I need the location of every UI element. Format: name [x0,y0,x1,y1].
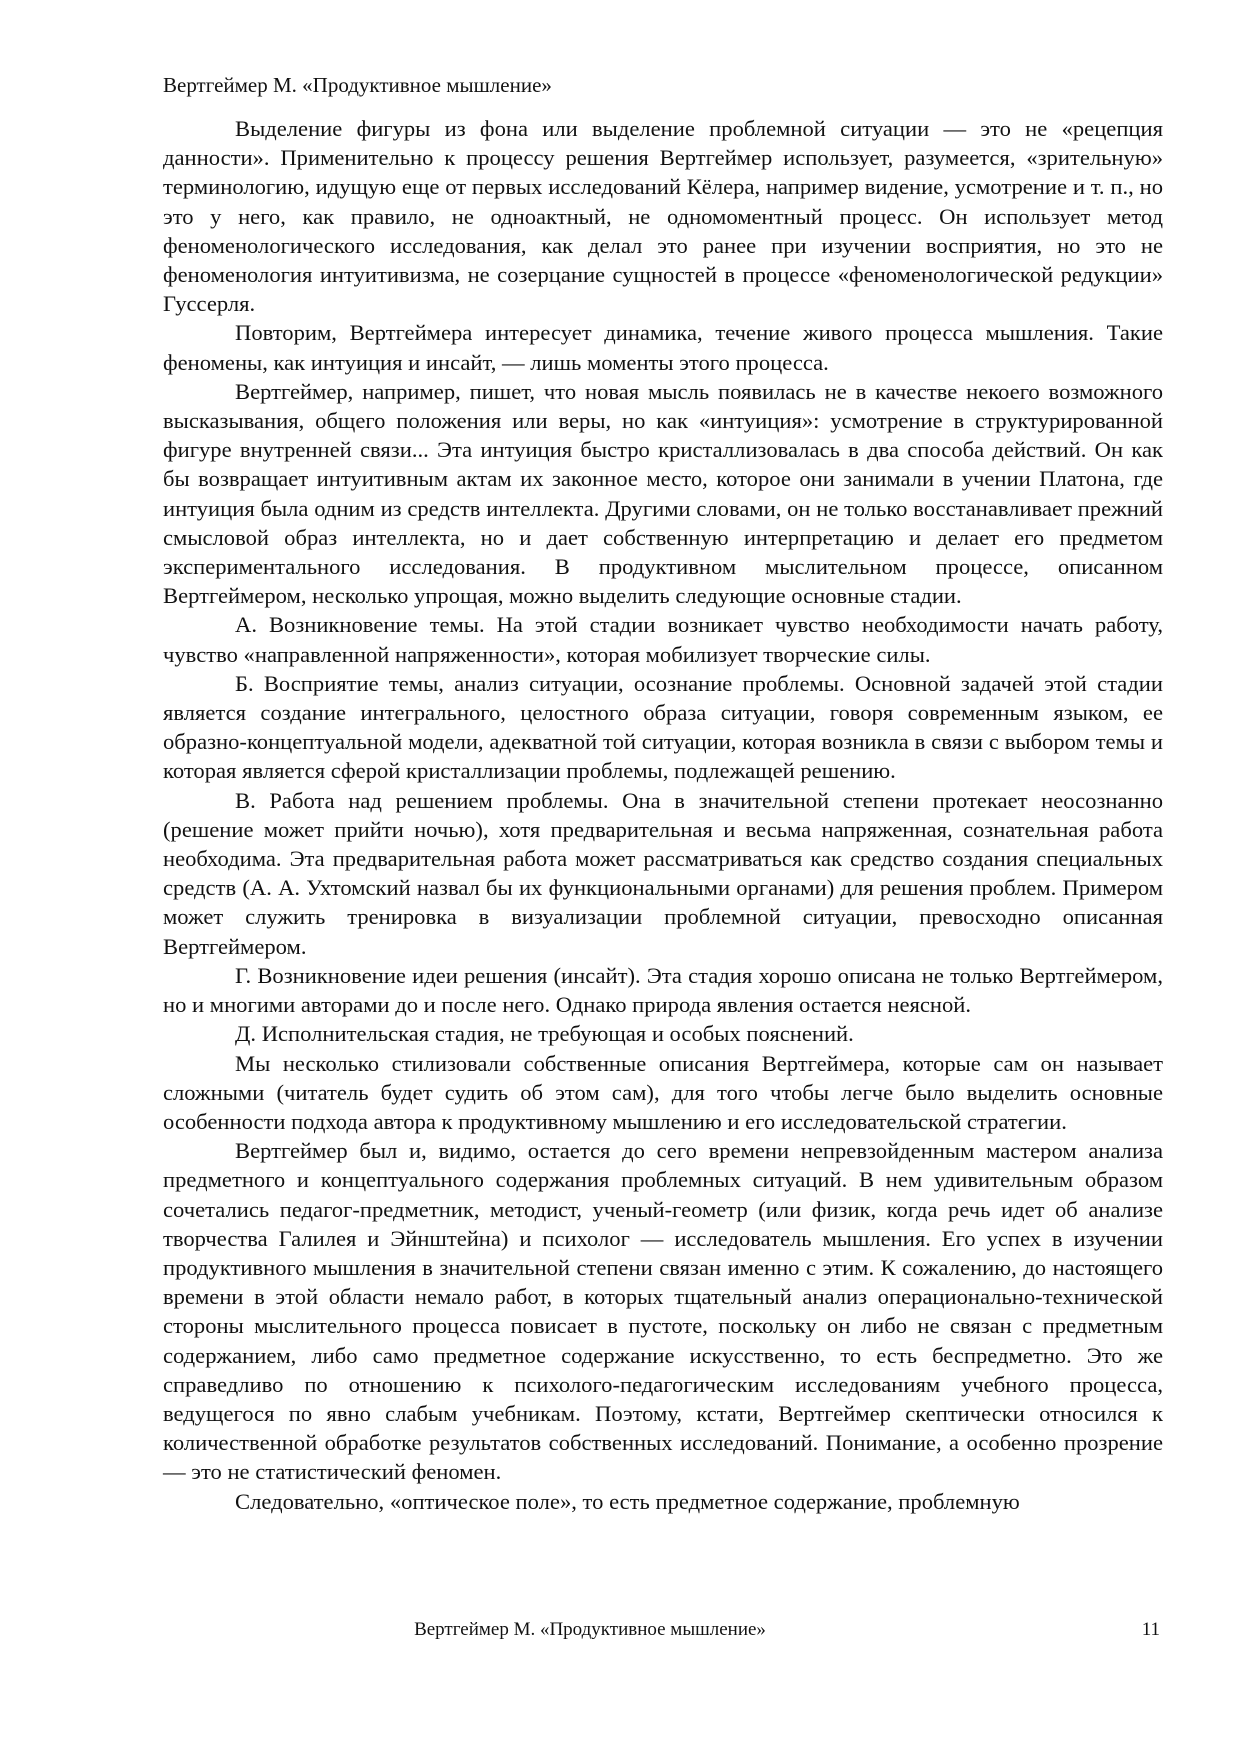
paragraph-3: Вертгеймер, например, пишет, что новая мысль появилась не в качестве некоего возможного высказывания, общего положения или веры, но как «интуиция»: усмотрение в структурированной фигуре внутренней связи... Эта интуиция быстро кристаллизовалась в два способа действий. Он как бы возвращает интуитивным актам их законное место, которое они занимали в учении Платона, где интуиция была одним из средств интеллекта. Другими словами, он не только восстанавливает прежний смысловой образ интеллекта, но и дает собственную интерпретацию и делает его предметом экспериментального исследования. В продуктивном мыслительном процессе, описанном Вертгеймером, несколько упрощая, можно выделить следующие основные стадии. [163,378,1163,609]
page-number: 11 [1141,1619,1160,1640]
paragraph-9: Мы несколько стилизовали собственные описания Вертгеймера, которые сам он называет сложными (читатель будет судить об этом сам), для того чтобы легче было выделить основные особенности подхода автора к продуктивному мышлению и его исследовательской стратегии. [163,1050,1163,1134]
paragraph-11: Следовательно, «оптическое поле», то есть предметное содержание, проблемную [235,1488,1020,1514]
body-text [163,114,1163,1516]
paragraph-2: Повторим, Вертгеймера интересует динамика, течение живого процесса мышления. Такие феномены, как интуиция и инсайт, — лишь моменты этого процесса. [163,320,1163,375]
paragraph-stage-g: Г. Возникновение идеи решения (инсайт). Эта стадия хорошо описана не только Вертгеймером, но и многими авторами до и после него. Однако природа явления остается неясной. [163,962,1163,1018]
paragraph-stage-b: Б. Восприятие темы, анализ ситуации, осознание проблемы. Основной задачей этой стадии является создание интегрального, целостного образа ситуации, говоря современным языком, ее образно-концептуальной модели, адекватной той ситуации, которая возникла в связи с выбором темы и которая является сферой кристаллизации проблемы, подлежащей решению. [163,670,1163,784]
footer-title: Вертгеймер М. «Продуктивное мышление» [414,1619,766,1640]
paragraph-stage-v: В. Работа над решением проблемы. Она в значительной степени протекает неосознанно (решение может прийти ночью), хотя предварительная и весьма напряженная, сознательная работа необходима. Эта предварительная работа может рассматриваться как средство создания специальных средств (А. А. Ухтомский назвал бы их функциональными органами) для решения проблем. Примером может служить тренировка в визуализации проблемной ситуации, превосходно описанная Вертгеймером. [163,787,1163,959]
paragraph-stage-d: Д. Исполнительская стадия, не требующая и особых пояснений. [235,1021,854,1047]
paragraph-stage-a: А. Возникновение темы. На этой стадии возникает чувство необходимости начать работу, чувство «направленной напряженности», которая мобилизует творческие силы. [163,612,1163,667]
paragraph-1: Выделение фигуры из фона или выделение проблемной ситуации — это не «рецепция данности». Применительно к процессу решения Вертгеймер использует, разумеется, «зрительную» терминологию, идущую еще от первых исследований Кёлера, например видение, усмотрение и т. п., но это у него, как правило, не одноактный, не одномоментный процесс. Он использует метод феноменологического исследования, как делал это ранее при изучении восприятия, но это не феноменология интуитивизма, не созерцание сущностей в процессе «феноменологической редукции» Гуссерля. [163,116,1163,317]
running-header: Вертгеймер М. «Продуктивное мышление» [163,73,552,97]
paragraph-10: Вертгеймер был и, видимо, остается до сего времени непревзойденным мастером анализа предметного и концептуального содержания проблемных ситуаций. В нем удивительным образом сочетались педагог-предметник, методист, ученый-геометр (или физик, когда речь идет об анализе творчества Галилея и Эйнштейна) и психолог — исследователь мышления. Его успех в изучении продуктивного мышления в значительной степени связан именно с этим. К сожалению, до настоящего времени в этой области немало работ, в которых тщательный анализ операционально-технической стороны мыслительного процесса повисает в пустоте, поскольку он либо не связан с предметным содержанием, либо само предметное содержание искусственно, то есть беспредметно. Это же справедливо по отношению к психолого-педагогическим исследованиям учебного процесса, ведущегося по явно слабым учебникам. Поэтому, кстати, Вертгеймер скептически относился к количественной обработке результатов собственных исследований. Понимание, а особенно прозрение — это не статистический феномен. [163,1138,1163,1485]
